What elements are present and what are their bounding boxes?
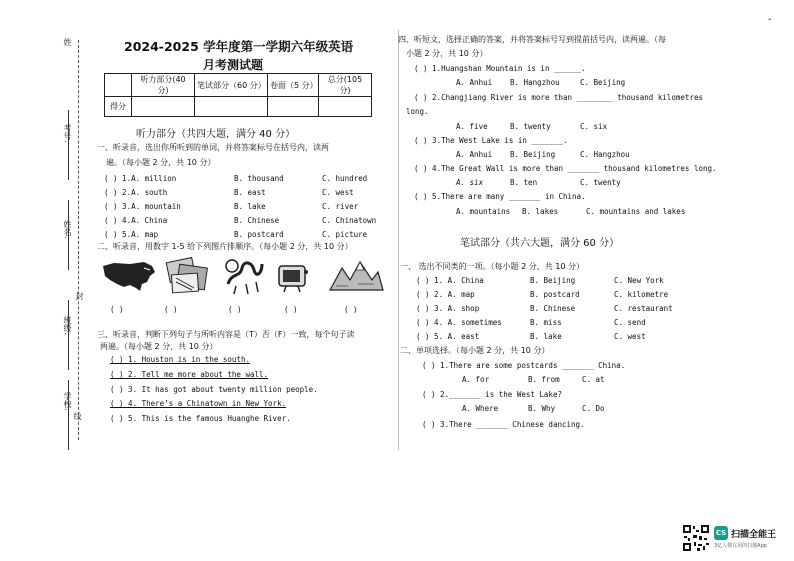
fill-line-3 [68, 300, 69, 370]
s4-q2-cont: long. [406, 107, 429, 116]
s4-q3-b: B. Beijing [510, 150, 556, 159]
section3-title-2: 两遍。（每小题 2 分，共 10 分） [100, 342, 218, 351]
score-header-listening: 听力部分(40 分) [132, 74, 195, 97]
column-divider [398, 30, 399, 450]
pic-paren-5[interactable]: ( ) [344, 305, 358, 314]
score-row-label: 得分 [105, 97, 132, 117]
w1-item-5-c: C. west [614, 332, 646, 341]
page-title: 2024-2025 学年度第一学期六年级英语 [124, 39, 354, 54]
fill-line-2 [68, 200, 69, 270]
s4-q1-c: C. Beijing [580, 78, 626, 87]
s4-q1: ( ) 1.Huangshan Mountain is in ______. [414, 64, 586, 73]
s4-q2-b: B. twenty [510, 122, 551, 131]
s1-item-2-c: C. west [322, 188, 354, 197]
score-header-written: 笔试部分（60 分） [195, 74, 268, 97]
section2-title: 二、听录音，用数字 1-5 给下列图片排顺序。（每小题 2 分，共 10 分） [97, 242, 353, 251]
watermark-tagline: 3亿人都在用的扫描App [714, 543, 767, 549]
s4-q3-c: C. Hangzhou [580, 150, 630, 159]
s4-q1-a: A. Anhui [456, 78, 493, 87]
s1-item-5: ( ) 5.A. map [104, 230, 159, 239]
w1-item-3-c: C. restaurant [614, 304, 673, 313]
s3-item-1: ( ) 1. Houston is in the south. [110, 355, 250, 364]
score-header-total: 总分(105 分) [319, 74, 372, 97]
w1-item-2-c: C. kilometre [614, 290, 669, 299]
s1-item-1-b: B. thousand [234, 174, 284, 183]
w1-item-5-b: B. lake [530, 332, 562, 341]
margin-label-top: 姓 [63, 38, 72, 46]
s1-item-3-c: C. river [322, 202, 359, 211]
score-cell[interactable] [319, 97, 372, 117]
s4-q4-c: C. twenty [580, 178, 621, 187]
section1-title-2: 遍。（每小题 2 分，共 10 分） [106, 158, 216, 167]
w1-item-2: ( ) 2. A. map [416, 290, 475, 299]
w1-item-4-b: B. miss [530, 318, 562, 327]
margin-label-line: 线 [73, 412, 82, 420]
section1-title: 一、听录音，选出你所听到的单词，并将答案标号在括号内，读两 [97, 143, 329, 152]
section4-title-2: 小题 2 分，共 10 分） [406, 49, 488, 58]
section3-title: 三、听录音，判断下列句子与所听内容是（T）否（F）一致，每个句子读 [97, 330, 355, 339]
page-subtitle: 月考测试题 [203, 58, 264, 72]
score-cell[interactable] [132, 97, 195, 117]
s1-item-5-c: C. picture [322, 230, 368, 239]
w2-q3: ( ) 3.There _______ Chinese dancing. [422, 420, 585, 429]
score-header-empty [105, 74, 132, 97]
w1-item-2-b: B. postcard [530, 290, 580, 299]
w2-q1-b: B. from [528, 375, 560, 384]
s4-q2-c: C. six [580, 122, 608, 131]
s1-item-5-b: B. postcard [234, 230, 284, 239]
w1-item-4-c: C. send [614, 318, 646, 327]
tv-image [276, 260, 312, 294]
dragon-dance-image [222, 254, 266, 296]
s3-item-4: ( ) 4. There’s a Chinatown in New York. [110, 399, 287, 408]
w2-q1: ( ) 1.There are some postcards _______ China. [422, 361, 626, 370]
s4-q4-b: B. ten [510, 178, 538, 187]
w2-q1-a: A. for [462, 375, 490, 384]
s4-q1-b: B. Hangzhou [510, 78, 560, 87]
s1-item-4-b: B. Chinese [234, 216, 280, 225]
s4-q5-b: B. lakes [522, 207, 559, 216]
w1-item-5: ( ) 5. A. east [416, 332, 480, 341]
w1-item-1: ( ) 1. A. China [416, 276, 484, 285]
s1-item-3-b: B. lake [234, 202, 266, 211]
mountains-image [328, 258, 384, 294]
pic-paren-1[interactable]: ( ) [110, 305, 124, 314]
score-cell[interactable] [268, 97, 319, 117]
binding-dashed-line [78, 40, 79, 440]
pic-paren-4[interactable]: ( ) [284, 305, 298, 314]
score-cell[interactable] [195, 97, 268, 117]
s1-item-2-b: B. east [234, 188, 266, 197]
s1-item-1-c: C. hundred [322, 174, 368, 183]
score-header-neatness: 卷面（5 分） [268, 74, 319, 97]
fill-line-4 [68, 380, 69, 450]
camscanner-logo: CS [714, 526, 728, 540]
w2-q2-a: A. Where [462, 404, 499, 413]
w1-item-3: ( ) 3. A. shop [416, 304, 480, 313]
w1-item-1-b: B. Beijing [530, 276, 576, 285]
s4-q2-a: A. five [456, 122, 488, 131]
margin-label-seal: 封 [75, 292, 84, 300]
s4-q5: ( ) 5.There are many _______ in China. [414, 192, 586, 201]
fill-line-1 [68, 110, 69, 180]
s3-item-2: ( ) 2. Tell me more about the wall. [110, 370, 269, 379]
s4-q4: ( ) 4.The Great Wall is more than _______ thousand kilometres long. [414, 164, 717, 173]
s1-item-1: ( ) 1.A. million [104, 174, 177, 183]
w1-item-4: ( ) 4. A. sometimes [416, 318, 502, 327]
s4-q3-a: A. Anhui [456, 150, 493, 159]
w1-item-3-b: B. Chinese [530, 304, 576, 313]
section4-title: 四、听短文，选择正确的答案，并将答案标号写到提前括号内，读两遍。（每 [398, 35, 666, 44]
qr-code [682, 524, 710, 552]
map-image [100, 258, 158, 296]
postcards-image [164, 256, 212, 296]
w1-title: 一、 选出不同类的一项。（每小题 2 分，共 10 分） [400, 262, 584, 271]
w2-title: 二、单项选择。（每小题 2 分，共 10 分） [400, 346, 550, 355]
w1-item-1-c: C. New York [614, 276, 664, 285]
s4-q4-a: A. six [456, 178, 484, 187]
s1-item-2: ( ) 2.A. south [104, 188, 168, 197]
pic-paren-3[interactable]: ( ) [228, 305, 242, 314]
s4-q3: ( ) 3.The West Lake is in _______. [414, 136, 568, 145]
s4-q5-a: A. mountains [456, 207, 511, 216]
s1-item-4: ( ) 4.A. China [104, 216, 168, 225]
s3-item-5: ( ) 5. This is the famous Huanghe River. [110, 414, 291, 423]
s1-item-4-c: C. Chinatown [322, 216, 377, 225]
written-heading: 笔试部分（共六大题，满分 60 分） [460, 238, 620, 249]
w2-q2-c: C. Do [582, 404, 605, 413]
s3-item-3: ( ) 3. It has got about twenty million people. [110, 385, 318, 394]
s1-item-3: ( ) 3.A. mountain [104, 202, 181, 211]
corner-mark: - [768, 14, 772, 25]
watermark-brand: 扫描全能王 [731, 530, 777, 540]
listening-heading: 听力部分（共四大题，满分 40 分） [136, 129, 296, 140]
score-table [104, 73, 372, 117]
s4-q5-c: C. mountains and lakes [586, 207, 686, 216]
w2-q1-c: C. at [582, 375, 605, 384]
w2-q2: ( ) 2._______ is the West Lake? [422, 390, 562, 399]
s4-q2: ( ) 2.Changjiang River is more than ________ thousand kilometres [414, 93, 703, 102]
w2-q2-b: B. Why [528, 404, 556, 413]
pic-paren-2[interactable]: ( ) [164, 305, 178, 314]
